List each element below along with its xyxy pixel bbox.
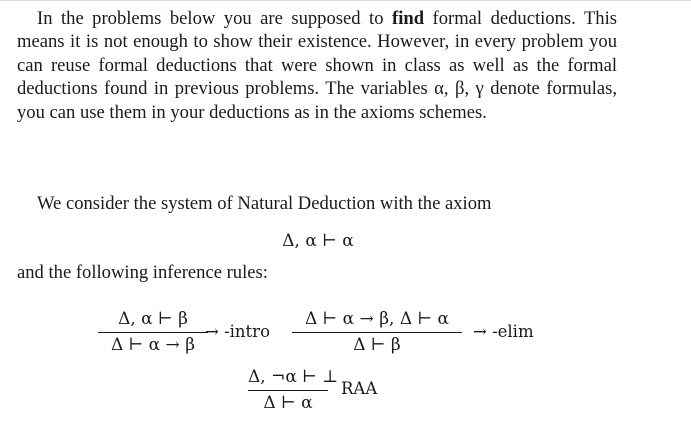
intro-bold-find: find — [392, 8, 425, 29]
rule-elim-bar — [292, 332, 462, 333]
rule-raa-bar — [248, 390, 328, 391]
rule-intro-premise: Δ, α ⊢ β — [118, 309, 188, 329]
rule-elim-premise: Δ ⊢ α → β, Δ ⊢ α — [304, 309, 450, 329]
system-statement: We consider the system of Natural Deduction with the axiom — [37, 193, 492, 214]
intro-paragraph — [17, 7, 617, 124]
rule-intro-name: → -intro — [205, 322, 271, 341]
rule-intro-fraction — [98, 309, 208, 355]
rule-raa-premise: Δ, ¬α ⊢ ⊥ — [248, 367, 339, 387]
rule-raa-conclusion: Δ ⊢ α — [263, 393, 313, 413]
rule-raa-name: RAA — [341, 379, 378, 398]
rule-elim-conclusion: Δ ⊢ β — [353, 335, 401, 355]
rule-elim-name: → -elim — [473, 322, 534, 341]
rule-elim-fraction — [292, 309, 462, 355]
rule-raa-fraction — [248, 367, 339, 413]
axiom-formula: Δ, α ⊢ α — [282, 231, 354, 251]
intro-text-1: In the problems below you are supposed to — [37, 8, 392, 29]
rules-intro: and the following inference rules: — [17, 262, 268, 283]
rule-intro-conclusion: Δ ⊢ α → β — [110, 335, 196, 355]
top-divider — [0, 0, 691, 1]
rule-intro-bar — [98, 332, 208, 333]
intro-text-2: formal deductions. This means it is not enough to show their existence. However, in every problem you can reuse formal deductions that were shown in class as well as the formal deductions found in previous problems. The variables α, β, γ denote formulas, you can use them in your deductions as in the axioms schemes. — [17, 8, 617, 123]
